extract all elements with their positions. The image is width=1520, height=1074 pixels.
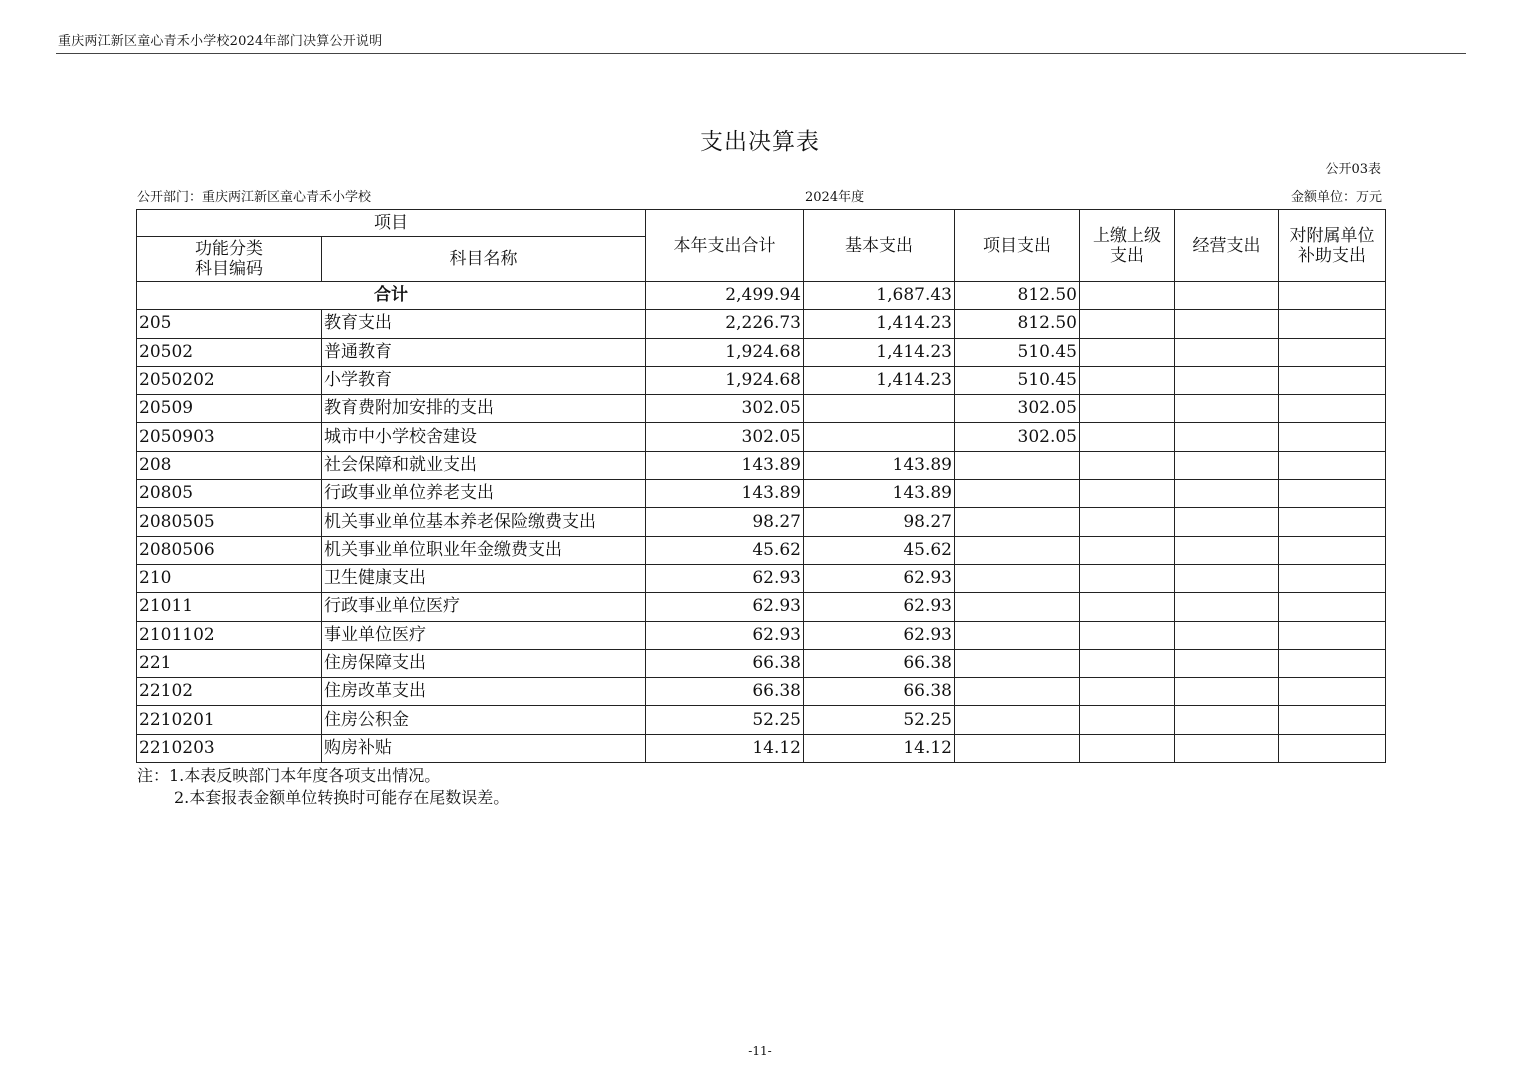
cell-business [1175,734,1279,762]
column-header-project: 项目支出 [955,210,1080,282]
total-cell-business [1175,282,1279,310]
cell-basic: 143.89 [804,480,955,508]
column-header-business: 经营支出 [1175,210,1279,282]
table-row [137,621,1386,649]
cell-code: 2210201 [137,706,322,734]
cell-project [955,451,1080,479]
cell-upper [1080,593,1175,621]
cell-upper [1080,536,1175,564]
cell-total: 66.38 [646,678,804,706]
cell-project: 302.05 [955,423,1080,451]
cell-business [1175,593,1279,621]
cell-business [1175,480,1279,508]
cell-total: 62.93 [646,593,804,621]
cell-business [1175,564,1279,592]
column-header-item: 项目 [137,210,646,237]
cell-project [955,649,1080,677]
cell-total: 143.89 [646,451,804,479]
cell-total: 14.12 [646,734,804,762]
cell-total: 45.62 [646,536,804,564]
cell-basic: 1,414.23 [804,338,955,366]
cell-upper [1080,423,1175,451]
cell-basic: 66.38 [804,649,955,677]
cell-project: 812.50 [955,310,1080,338]
table-row [137,451,1386,479]
cell-business [1175,423,1279,451]
total-cell-subsidy [1279,282,1386,310]
cell-name: 行政事业单位养老支出 [322,480,646,508]
document-header: 重庆两江新区童心青禾小学校2024年部门决算公开说明 [58,34,383,49]
column-header-basic: 基本支出 [804,210,955,282]
cell-name: 城市中小学校舍建设 [322,423,646,451]
cell-name: 住房保障支出 [322,649,646,677]
cell-name: 机关事业单位基本养老保险缴费支出 [322,508,646,536]
cell-business [1175,649,1279,677]
table-row [137,310,1386,338]
cell-total: 2,226.73 [646,310,804,338]
table-row [137,734,1386,762]
cell-project [955,678,1080,706]
cell-total: 52.25 [646,706,804,734]
cell-total: 98.27 [646,508,804,536]
table-row [137,593,1386,621]
table-row [137,395,1386,423]
cell-name: 行政事业单位医疗 [322,593,646,621]
cell-code: 2210203 [137,734,322,762]
cell-total: 62.93 [646,621,804,649]
table-row [137,649,1386,677]
cell-upper [1080,508,1175,536]
cell-code: 210 [137,564,322,592]
cell-upper [1080,706,1175,734]
fiscal-year-label: 2024年度 [805,190,865,205]
cell-business [1175,621,1279,649]
cell-basic: 52.25 [804,706,955,734]
table-row [137,678,1386,706]
table-title: 支出决算表 [700,129,820,155]
cell-subsidy [1279,649,1386,677]
cell-name: 住房改革支出 [322,678,646,706]
total-cell-total: 2,499.94 [646,282,804,310]
cell-subsidy [1279,366,1386,394]
cell-basic: 1,414.23 [804,366,955,394]
cell-basic: 66.38 [804,678,955,706]
cell-name: 教育费附加安排的支出 [322,395,646,423]
cell-basic: 62.93 [804,621,955,649]
cell-name: 事业单位医疗 [322,621,646,649]
cell-total: 66.38 [646,649,804,677]
cell-name: 教育支出 [322,310,646,338]
table-row [137,564,1386,592]
table-row [137,508,1386,536]
cell-business [1175,338,1279,366]
cell-upper [1080,366,1175,394]
cell-subsidy [1279,536,1386,564]
cell-code: 2080506 [137,536,322,564]
cell-business [1175,395,1279,423]
cell-code: 2101102 [137,621,322,649]
cell-business [1175,508,1279,536]
cell-total: 1,924.68 [646,366,804,394]
cell-subsidy [1279,395,1386,423]
cell-business [1175,310,1279,338]
cell-total: 302.05 [646,395,804,423]
cell-subsidy [1279,706,1386,734]
cell-upper [1080,451,1175,479]
cell-total: 62.93 [646,564,804,592]
cell-business [1175,366,1279,394]
cell-total: 1,924.68 [646,338,804,366]
column-header-upper: 上缴上级 支出 [1080,210,1175,282]
cell-project [955,706,1080,734]
cell-subsidy [1279,508,1386,536]
cell-name: 住房公积金 [322,706,646,734]
cell-subsidy [1279,621,1386,649]
cell-code: 20509 [137,395,322,423]
cell-basic: 62.93 [804,593,955,621]
cell-basic: 14.12 [804,734,955,762]
note-1: 注：1.本表反映部门本年度各项支出情况。 [137,766,441,785]
cell-code: 205 [137,310,322,338]
cell-name: 普通教育 [322,338,646,366]
cell-business [1175,451,1279,479]
cell-basic [804,395,955,423]
cell-upper [1080,621,1175,649]
table-row [137,536,1386,564]
cell-total: 302.05 [646,423,804,451]
cell-project [955,564,1080,592]
cell-code: 2050202 [137,366,322,394]
cell-basic: 45.62 [804,536,955,564]
cell-subsidy [1279,734,1386,762]
cell-basic: 62.93 [804,564,955,592]
cell-subsidy [1279,564,1386,592]
column-header-code: 功能分类 科目编码 [137,237,322,282]
column-header-total: 本年支出合计 [646,210,804,282]
cell-project [955,480,1080,508]
cell-basic: 143.89 [804,451,955,479]
table-row [137,480,1386,508]
expenditure-table [136,209,1386,763]
cell-project [955,734,1080,762]
cell-basic [804,423,955,451]
note-2: 2.本套报表金额单位转换时可能存在尾数误差。 [174,788,510,807]
cell-basic: 1,414.23 [804,310,955,338]
cell-code: 21011 [137,593,322,621]
cell-subsidy [1279,338,1386,366]
cell-upper [1080,310,1175,338]
cell-code: 2050903 [137,423,322,451]
cell-name: 机关事业单位职业年金缴费支出 [322,536,646,564]
amount-unit-label: 金额单位：万元 [1290,190,1382,205]
cell-project [955,508,1080,536]
cell-code: 208 [137,451,322,479]
cell-code: 20502 [137,338,322,366]
cell-total: 143.89 [646,480,804,508]
table-number: 公开03表 [1325,162,1381,177]
cell-project: 302.05 [955,395,1080,423]
cell-subsidy [1279,678,1386,706]
header-divider [56,53,1466,54]
cell-code: 2080505 [137,508,322,536]
cell-project: 510.45 [955,338,1080,366]
cell-upper [1080,338,1175,366]
department-label: 公开部门：重庆两江新区童心青禾小学校 [137,190,372,205]
cell-code: 221 [137,649,322,677]
cell-upper [1080,480,1175,508]
cell-subsidy [1279,593,1386,621]
cell-upper [1080,395,1175,423]
cell-name: 社会保障和就业支出 [322,451,646,479]
cell-upper [1080,564,1175,592]
table-row [137,706,1386,734]
cell-upper [1080,678,1175,706]
cell-upper [1080,649,1175,677]
cell-basic: 98.27 [804,508,955,536]
page-number: -11- [748,1044,772,1058]
cell-project [955,593,1080,621]
cell-business [1175,706,1279,734]
table-row [137,366,1386,394]
cell-subsidy [1279,480,1386,508]
cell-name: 卫生健康支出 [322,564,646,592]
total-cell-upper [1080,282,1175,310]
total-row [137,282,1386,310]
total-cell-project: 812.50 [955,282,1080,310]
cell-subsidy [1279,423,1386,451]
cell-project: 510.45 [955,366,1080,394]
total-cell-basic: 1,687.43 [804,282,955,310]
cell-code: 22102 [137,678,322,706]
table-notes [137,765,509,809]
table-row [137,423,1386,451]
cell-code: 20805 [137,480,322,508]
table-row [137,338,1386,366]
cell-project [955,536,1080,564]
cell-business [1175,536,1279,564]
cell-upper [1080,734,1175,762]
cell-project [955,621,1080,649]
column-header-subsidy: 对附属单位 补助支出 [1279,210,1386,282]
cell-name: 小学教育 [322,366,646,394]
total-label: 合计 [137,282,646,310]
cell-subsidy [1279,451,1386,479]
cell-name: 购房补贴 [322,734,646,762]
table-meta [137,186,1382,204]
cell-subsidy [1279,310,1386,338]
cell-business [1175,678,1279,706]
column-header-name: 科目名称 [322,237,646,282]
